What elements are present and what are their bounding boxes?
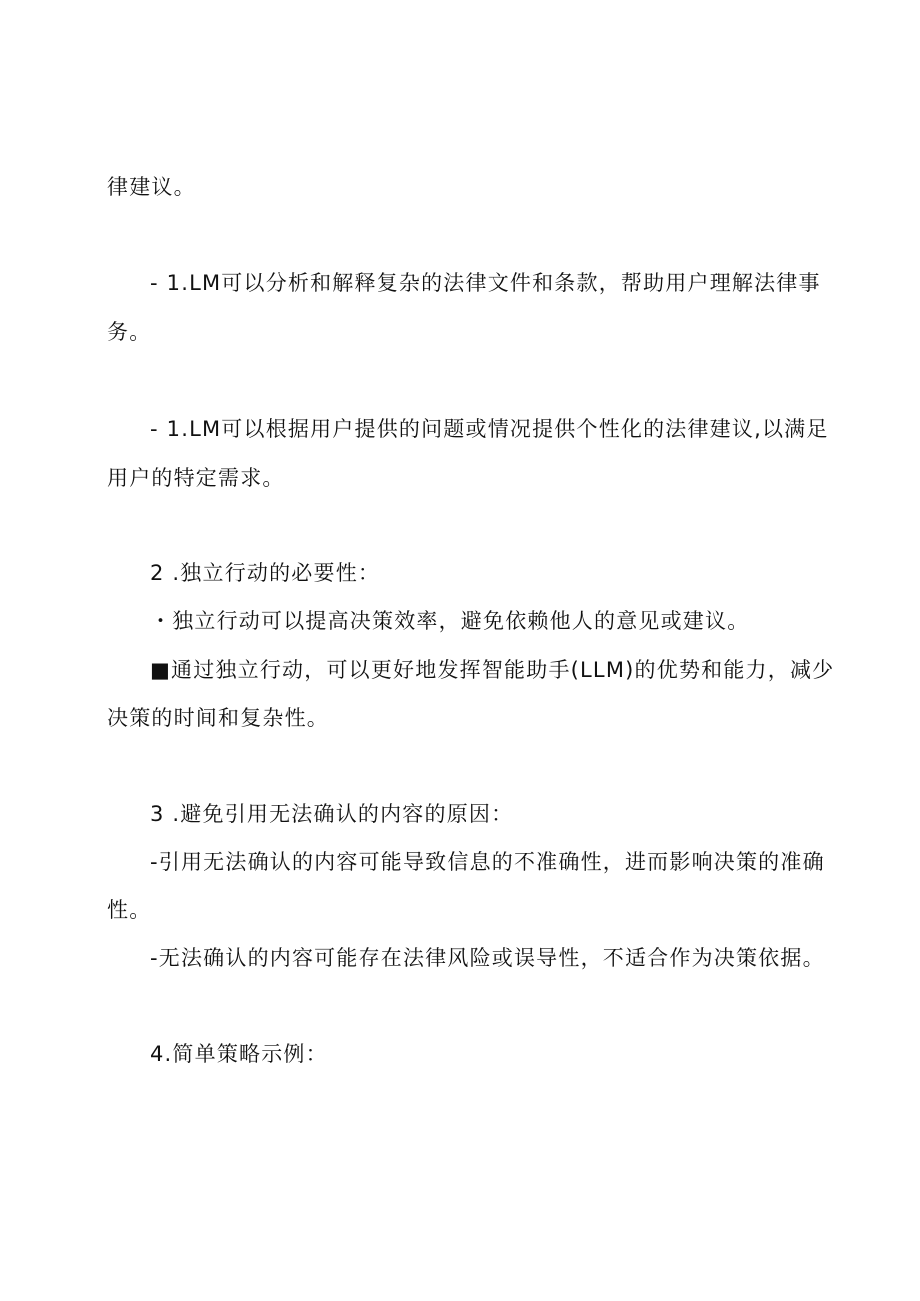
list-item-line: - 1.LM可以分析和解释复杂的法律文件和条款，帮助用户理解法律事	[150, 271, 821, 295]
section-heading: 3 .避免引用无法确认的内容的原因：	[150, 802, 514, 826]
list-item-line: -引用无法确认的内容可能导致信息的不准确性，进而影响决策的准确	[150, 850, 825, 874]
list-item-line: ・独立行动可以提高决策效率，避免依赖他人的意见或建议。	[150, 609, 750, 633]
list-item-line: - 1.LM可以根据用户提供的问题或情况提供个性化的法律建议,以满足	[150, 417, 829, 441]
paragraph-line: 决策的时间和复杂性。	[107, 706, 329, 730]
section-heading: 4.简单策略示例：	[150, 1042, 328, 1066]
paragraph-line: 律建议。	[107, 175, 196, 199]
section-heading: 2 .独立行动的必要性：	[150, 561, 381, 585]
paragraph-line: 务。	[107, 320, 152, 344]
list-item-line: -无法确认的内容可能存在法律风险或误导性，不适合作为决策依据。	[150, 946, 825, 970]
paragraph-line: 用户的特定需求。	[107, 466, 285, 490]
paragraph-line: 性。	[107, 898, 152, 922]
list-item-line: ■通过独立行动，可以更好地发挥智能助手(LLM)的优势和能力，减少	[150, 658, 835, 682]
